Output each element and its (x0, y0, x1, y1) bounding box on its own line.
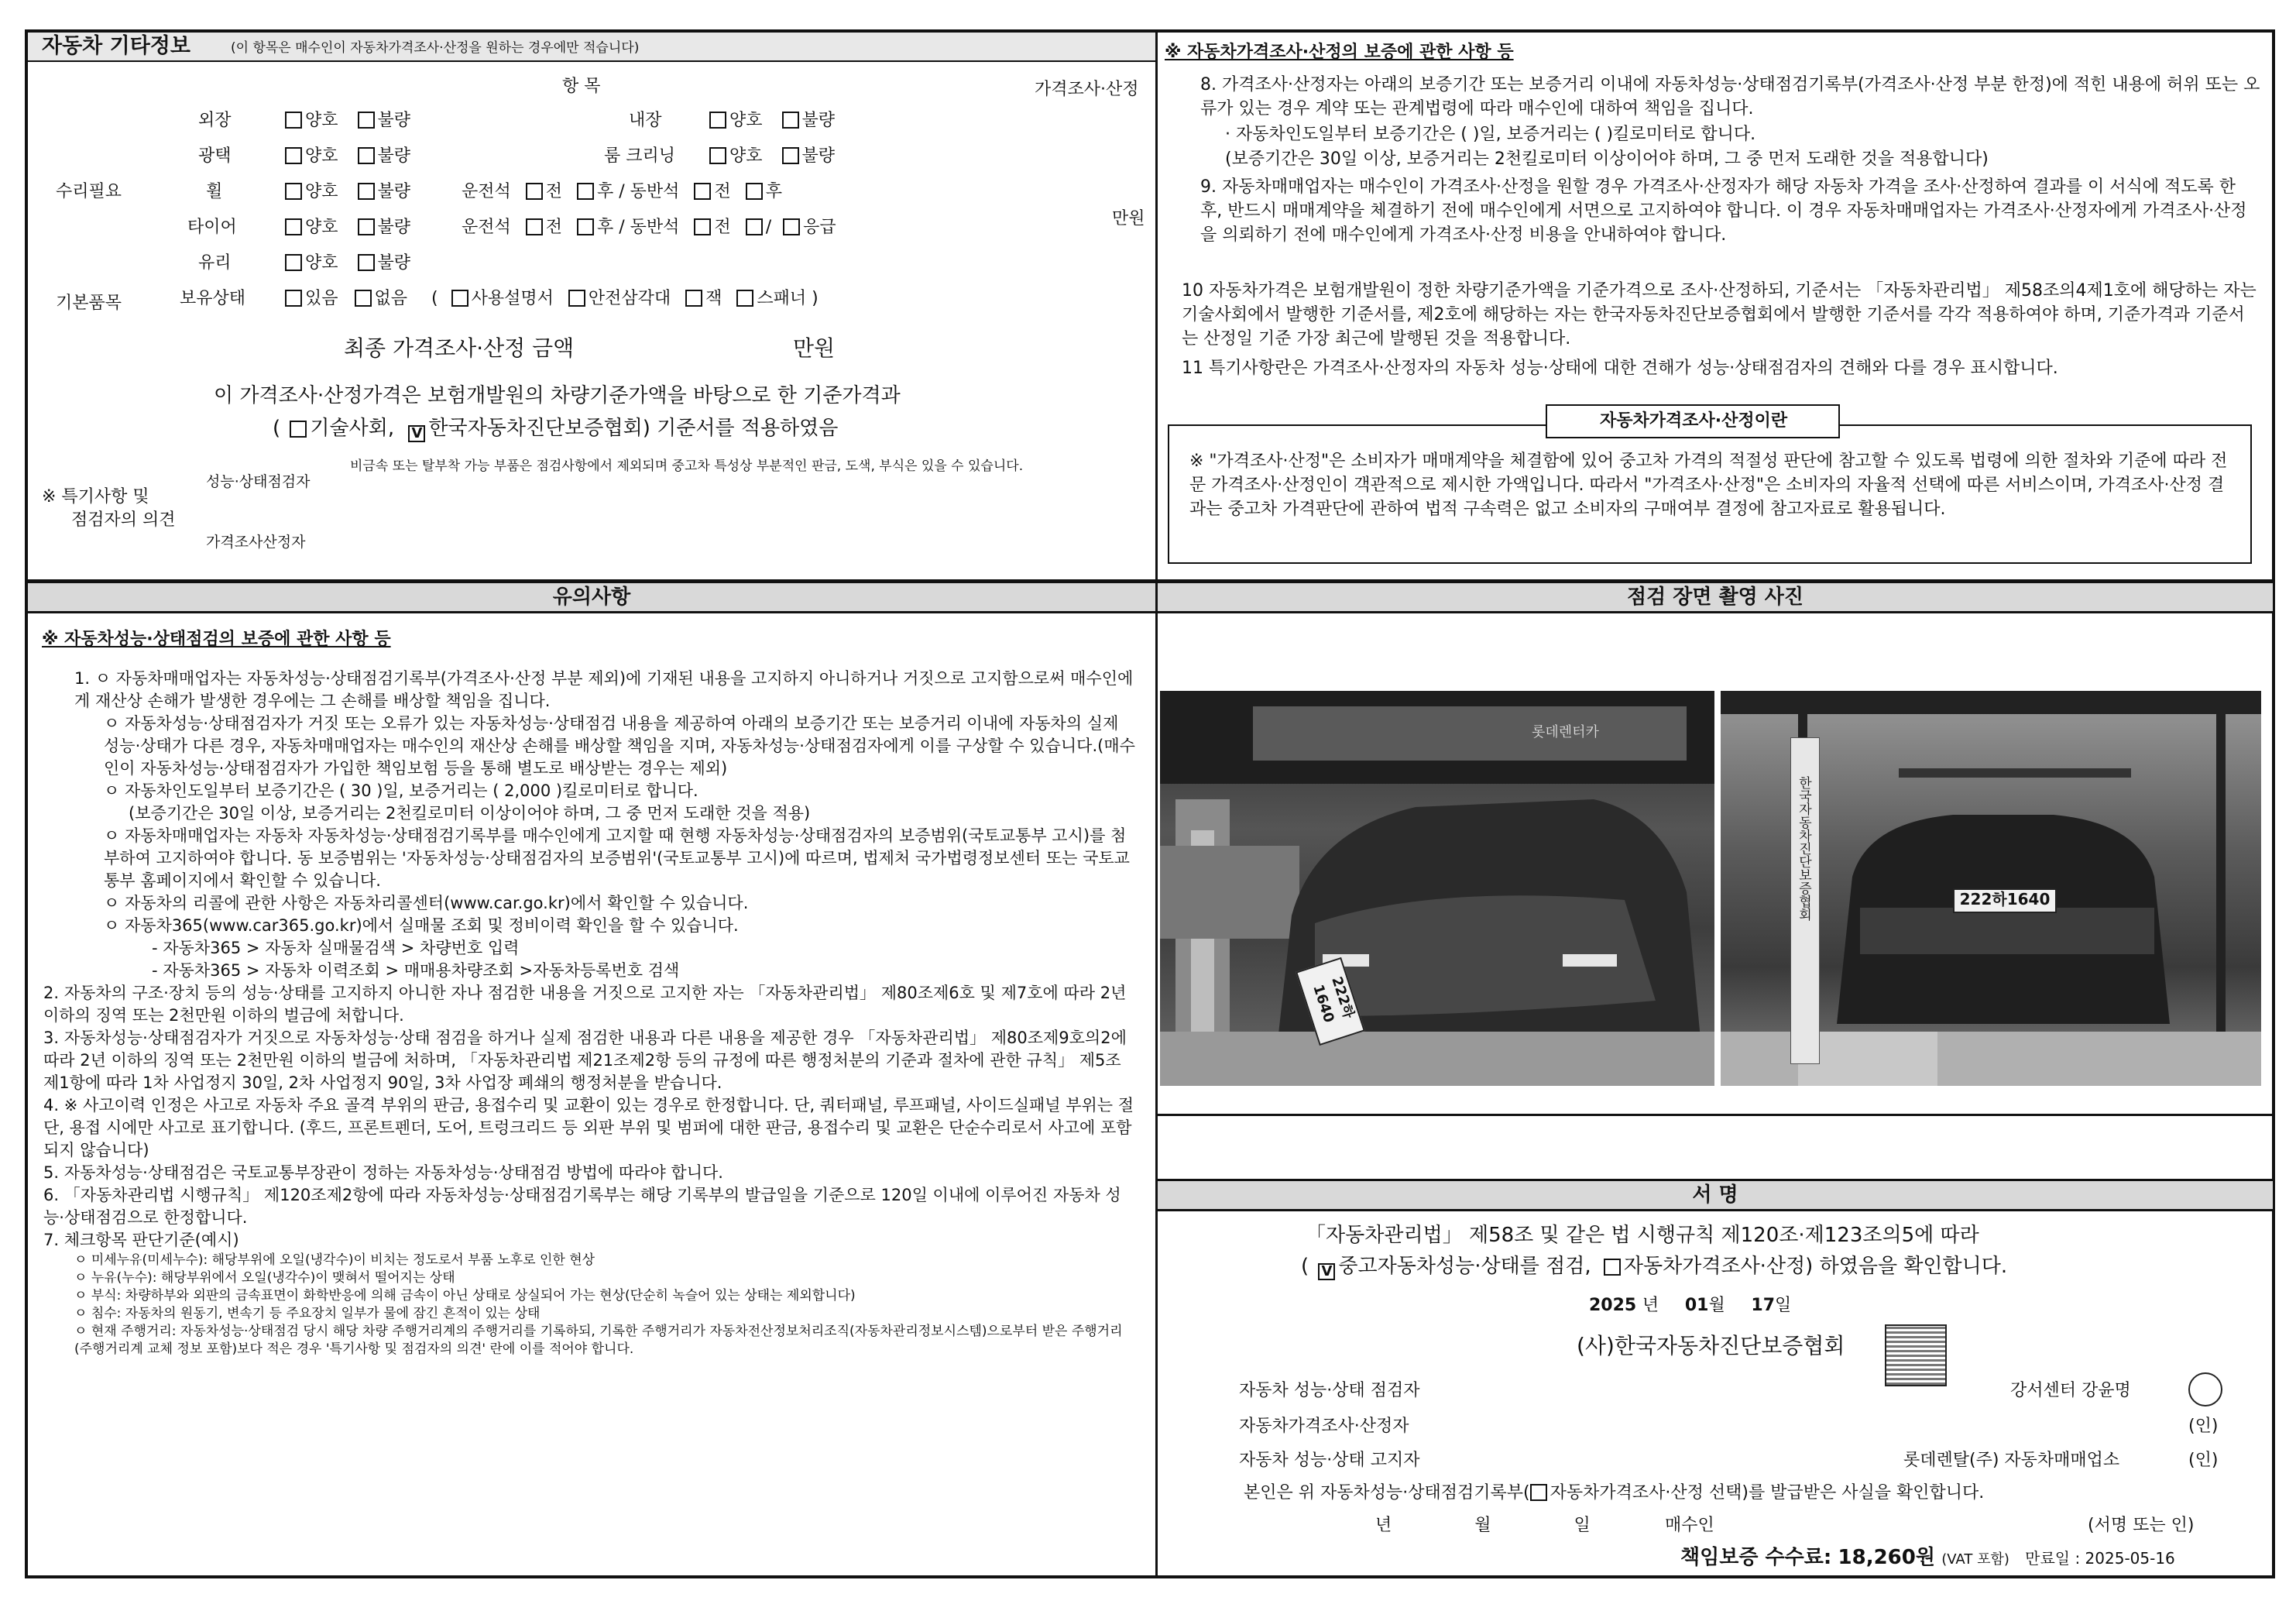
photo-bottom-frame (1158, 1114, 2273, 1116)
association-seal (1885, 1324, 1947, 1386)
fee-line: 책임보증 수수료: 18,260원 (VAT 포함) 만료일 : 2025-05-16 (1680, 1546, 2175, 1569)
note-1a: 1. ㅇ 자동차매매업자는 자동차성능·상태점검기록부(가격조사·산정 부분 제외)에 기재된 내용을 고지하지 아니하거나 거짓으로 고지함으로써 매수인에게 재산상 손해가 발생한 경우에는 그 손해를 배상할 책임을 집니다. (74, 669, 1134, 710)
notes-list (43, 668, 1135, 1358)
wheel-bad-checkbox[interactable] (358, 183, 375, 200)
tire-good-checkbox[interactable] (285, 218, 302, 235)
price-guarantee-heading: ※ 자동차가격조사·산정의 보증에 관한 사항 등 (1165, 43, 1514, 62)
note-1c: ㅇ 자동차인도일부터 보증기간은 ( 30 )일, 보증거리는 ( 2,000 )킬로미터로 합니다. (104, 781, 698, 800)
wheel-good-checkbox[interactable] (285, 183, 302, 200)
notifier-seal: (인) (2188, 1451, 2219, 1470)
standard-kadc-checkbox[interactable]: V (408, 425, 425, 442)
tire-positions: 운전석 전 후 / 동반석 전 / 응급 (462, 218, 836, 237)
signature-bar: 서 명 (1158, 1179, 2273, 1211)
note-5: 5. 자동차성능·상태점검은 국토교통부장관이 정하는 자동차성능·상태점검 방법에 따라야 합니다. (43, 1163, 723, 1182)
definition-text: ※ "가격조사·산정"은 소비자가 매매계약을 체결함에 있어 중고차 가격의 적절성 판단에 참고할 수 있도록 법령에 의한 절차와 기준에 따라 전문 가격조사·산정인이 객관적으로 제시한 가액입니다. 따라서 "가격조사·산정"은 소비자의 자율적 선택에 따른 서비스이며, 가격조사·산정 결과는 중고차 가격판단에 관하여 법적 구속력은 없고 소비자의 구매여부 결정에 참고자료로 활용됩니다. (1189, 452, 2228, 519)
item-8-sub2: (보증기간은 30일 이상, 보증거리는 2천킬로미터 이상이어야 하며, 그 중 먼저 도래한 것을 적용합니다) (1225, 149, 1989, 169)
used-car-check-checkbox[interactable]: V (1318, 1263, 1335, 1280)
exterior-options: 양호 불량 (285, 110, 410, 132)
final-price-unit: 만원 (793, 335, 836, 361)
glass-options: 양호 불량 (285, 252, 410, 274)
buyer-sign: (서명 또는 인) (2088, 1516, 2195, 1535)
special-label-2: 점검자의 의견 (71, 510, 176, 530)
special-label-1: ※ 특기사항 및 (42, 487, 149, 507)
note-7: 7. 체크항목 판단기준(예시) (43, 1231, 239, 1249)
front-store-sign: 롯데렌터카 (1532, 724, 1599, 740)
room-cleaning-options: 양호 불량 (709, 146, 835, 167)
wheel-passenger-rear-checkbox[interactable] (746, 183, 763, 200)
note-1b: ㅇ 자동차성능·상태점검자가 거짓 또는 오류가 있는 자동차성능·상태점검 내용을 제공하여 아래의 보증기간 또는 보증거리 이내에 자동차의 실제 성능·상태가 다른 경우, 자동차매매업자는 매수인의 재산상 손해를 배상할 책임을 지며, 자동차성능·상태점검자에게 이를 구상할 수 있습니다.(매수인이 자동차성능·상태점검자가 가입한 책임보험 등을 통해 별도로 배상받는 경우는 제외) (104, 714, 1135, 778)
manual-checkbox[interactable] (451, 290, 468, 307)
final-price-label: 최종 가격조사·산정 금액 (344, 335, 575, 361)
rear-license-plate: 222하1640 (1953, 888, 2057, 913)
interior-bad-checkbox[interactable] (782, 112, 799, 129)
inspector-label: 자동차 성능·상태 점검자 (1239, 1381, 1420, 1400)
jack-checkbox[interactable] (685, 290, 702, 307)
tire-driver-rear-checkbox[interactable] (577, 218, 594, 235)
front-license-plate: 222하1640 (1296, 957, 1365, 1046)
note-1f1: - 자동차365 > 자동차 실매물검색 > 차량번호 입력 (152, 939, 520, 957)
wheel-options: 양호 불량 (285, 181, 410, 203)
issue-date: 2025 년 01월 17일 (1589, 1296, 1792, 1315)
column-price: 가격조사·산정 (1035, 80, 1139, 99)
tire-driver-front-checkbox[interactable] (526, 218, 543, 235)
rear-inspection-photo (1721, 691, 2261, 1086)
note-6: 6. 「자동차관리법 시행규칙」 제120조제2항에 따라 자동차성능·상태점검기록부는 해당 기록부의 발급일을 기준으로 120일 이내에 이루어진 자동차 성능·상태점검으로 한정합니다. (43, 1186, 1121, 1227)
front-photo-drawing (1160, 691, 1714, 1086)
item-10: 10 자동차가격은 보험개발원이 정한 차량기준가액을 기준가격으로 조사·산정하되, 기준서는 「자동차관리법」 제58조의4제1호에 해당하는 자는 기술사회에서 발행한 기준서를, 제2호에 해당하는 자는 한국자동차진단보증협회에서 발행한 기준서를 각각 적용하여야 하며, 기준가격과 기준서는 산정일 기준 가장 최근에 발행된 것을 적용합니다. (1182, 281, 2257, 349)
interior-options: 양호 불량 (709, 110, 835, 132)
wheel-driver-rear-checkbox[interactable] (577, 183, 594, 200)
exterior-good-checkbox[interactable] (285, 112, 302, 129)
note-7b: ㅇ 누유(누수): 해당부위에서 오일(냉각수)이 맺혀서 떨어지는 상태 (74, 1270, 455, 1286)
owned-yes-checkbox[interactable] (285, 290, 302, 307)
spanner-checkbox[interactable] (736, 290, 753, 307)
item-9: 9. 자동차매매업자는 매수인이 가격조사·산정을 원할 경우 가격조사·산정자가 해당 자동차 가격을 조사·산정하여 결과를 이 서식에 적도록 한 후, 반드시 매매계약을 체결하기 전에 매수인에게 서면으로 고지하여야 합니다. 이 경우 자동차매매업자는 가격조사·산정자에게 가격조사·산정을 의뢰하기 전에 매수인에게 가격조사·산정 비용을 안내하여야 합니다. (1200, 177, 2247, 245)
note-7d: ㅇ 침수: 자동차의 원동기, 변속기 등 주요장치 일부가 물에 잠긴 흔적이 있는 상태 (74, 1306, 541, 1321)
price-unit: 만원 (1112, 209, 1145, 228)
note-7e: ㅇ 현재 주행거리: 자동차성능·상태점검 당시 해당 차량 주행거리계의 주행거리를 기록하되, 기록한 주행거리가 자동차전산정보처리조직(자동차관리정보시스템)으로부터 받은 주행거리(주행거리계 교체 정보 포함)보다 적은 경우 '특기사항 및 점검자의 의견' 란에 이를 적어야 합니다. (74, 1324, 1123, 1357)
interior-good-checkbox[interactable] (709, 112, 726, 129)
note-1f: ㅇ 자동차365(www.car365.go.kr)에서 실매물 조회 및 정비이력 확인을 할 수 있습니다. (104, 916, 739, 935)
note-1c2: (보증기간은 30일 이상, 보증거리는 2천킬로미터 이상이어야 하며, 그 중 먼저 도래한 것을 적용) (129, 804, 811, 823)
other-info-title: 자동차 기타정보 (42, 34, 190, 58)
wheel-positions: 운전석 전 후 / 동반석 전 후 (462, 182, 782, 201)
note-7a: ㅇ 미세누유(미세누수): 해당부위에 오일(냉각수)이 비치는 정도로서 부품 노후로 인한 현상 (74, 1252, 595, 1268)
room-cleaning-good-checkbox[interactable] (709, 147, 726, 164)
repair-label: 수리필요 (56, 182, 122, 201)
note-1e: ㅇ 자동차의 리콜에 관한 사항은 자동차리콜센터(www.car.go.kr)에서 확인할 수 있습니다. (104, 894, 749, 912)
photos-bar: 점검 장면 촬영 사진 (1158, 581, 2273, 613)
gloss-bad-checkbox[interactable] (358, 147, 375, 164)
note-2: 2. 자동차의 구조·장치 등의 성능·상태를 고지하지 아니한 자나 점검한 내용을 거짓으로 고지한 자는 「자동차관리법」 제80조제6호 및 제7호에 따라 2년 이하의 징역 또는 2천만원 이하의 벌금에 처합니다. (43, 984, 1127, 1025)
tire-options: 양호 불량 (285, 217, 410, 239)
item-11: 11 특기사항란은 가격조사·산정자의 자동차 성능·상태에 대한 견해가 성능·상태점검자의 견해와 다를 경우 표시합니다. (1182, 359, 2058, 378)
check-line: ( V 중고자동차성능·상태를 점검, 자동차가격조사·산정) 하였음을 확인합니다. (1301, 1255, 2008, 1279)
owned-no-checkbox[interactable] (355, 290, 372, 307)
glass-good-checkbox[interactable] (285, 254, 302, 271)
owned-options: 있음 없음 ( 사용설명서 안전삼각대 잭 스패너 ) (285, 288, 819, 310)
tire-passenger-front-checkbox[interactable] (694, 218, 711, 235)
center-divider (1155, 33, 1158, 1577)
association-name: (사)한국자동차진단보증협회 (1577, 1333, 1845, 1358)
appraiser-label: 자동차가격조사·산정자 (1239, 1417, 1409, 1436)
notes-heading: ※ 자동차성능·상태점검의 보증에 관한 사항 등 (42, 630, 391, 649)
special-appraiser-label: 가격조사산정자 (206, 534, 306, 551)
other-info-title-note: (이 항목은 매수인이 자동차가격조사·산정을 원하는 경우에만 적습니다) (231, 40, 640, 56)
inspector-stamp (2188, 1372, 2222, 1407)
gloss-good-checkbox[interactable] (285, 147, 302, 164)
gloss-options: 양호 불량 (285, 146, 410, 167)
wheel-driver-front-checkbox[interactable] (526, 183, 543, 200)
law-line: 「자동차관리법」 제58조 및 같은 법 시행규칙 제120조·제123조의5에 따라 (1306, 1224, 1979, 1247)
note-1d: ㅇ 자동차매매업자는 자동차 자동차성능·상태점검기록부를 매수인에게 고지할 때 현행 자동차성능·상태점검자의 보증범위(국토교통부 고시)를 첨부하여 고지하여야 합니다. 동 보증범위는 '자동차성능·상태점검자의 보증범위'(국토교통부 고시)에 따르며, 법제처 국가법령정보센터 또는 국토교통부 홈페이지에서 확인할 수 있습니다. (104, 826, 1130, 890)
pole-text: 한국자동차진단보증협회 (1796, 776, 1811, 921)
notifier-value: 롯데렌탈(주) 자동차매매업소 (1903, 1451, 2120, 1470)
item-8: 8. 가격조사·산정자는 아래의 보증기간 또는 보증거리 이내에 자동차성능·상태점검기록부(가격조사·산정 부분 한정)에 적힌 내용에 허위 또는 오류가 있는 경우 계약 또는 관계법령에 따라 매수인에 대하여 책임을 집니다. (1200, 75, 2260, 118)
row-room-cleaning: 룸 크리닝 (604, 146, 676, 166)
basis-line-1: 이 가격조사·산정가격은 보험개발원의 차량기준가액을 바탕으로 한 기준가격과 (214, 384, 901, 407)
note-7c: ㅇ 부식: 차량하부와 외판의 금속표면이 화학반응에 의해 금속이 아닌 상태로 상실되어 가는 현상(단순히 녹슬어 있는 상태는 제외합니다) (74, 1288, 856, 1303)
exterior-bad-checkbox[interactable] (358, 112, 375, 129)
inspector-value: 강서센터 강윤명 (2010, 1381, 2131, 1400)
buyer-date-line: 년 월 일 (1375, 1516, 1591, 1535)
buyer-price-checkbox[interactable] (1530, 1484, 1547, 1501)
notifier-label: 자동차 성능·상태 고지자 (1239, 1451, 1420, 1470)
item-8-sub1: · 자동차인도일부터 보증기간은 ( )일, 보증거리는 ( )킬로미터로 합니다. (1225, 125, 1756, 144)
glass-bad-checkbox[interactable] (358, 254, 375, 271)
price-check-checkbox[interactable] (1604, 1259, 1621, 1276)
tire-emergency-checkbox[interactable] (783, 218, 800, 235)
note-1f2: - 자동차365 > 자동차 이력조회 > 매매용차량조회 >자동차등록번호 검색 (152, 961, 680, 980)
row-exterior: 외장 (198, 111, 232, 130)
note-3: 3. 자동차성능·상태점검자가 거짓으로 자동차성능·상태 점검을 하거나 실제 점검한 내용과 다른 내용을 제공한 경우 「자동차관리법」 제80조제9호의2에 따라 2년 이하의 징역 또는 2천만원 이하의 벌금에 처하며, 「자동차관리법 제21조제2항 등의 규정에 따른 행정처분의 기준과 절차에 관한 규칙」 제5조제1항에 따라 1차 사업정지 30일, 2차 사업정지 90일, 3차 사업장 폐쇄의 행정처분을 받습니다. (43, 1029, 1127, 1092)
wheel-passenger-front-checkbox[interactable] (694, 183, 711, 200)
row-owned: 보유상태 (180, 289, 246, 308)
room-cleaning-bad-checkbox[interactable] (782, 147, 799, 164)
appraiser-seal: (인) (2188, 1417, 2219, 1436)
standard-tech-checkbox[interactable] (290, 421, 307, 438)
note-4: 4. ※ 사고이력 인정은 사고로 자동차 주요 골격 부위의 판금, 용접수리 및 교환이 있는 경우로 한정합니다. 단, 쿼터패널, 루프패널, 사이드실패널 부위는 절단, 용접 시에만 사고로 표기합니다. (후드, 프론트펜더, 도어, 트렁크리드 등 외판 부위 및 범퍼에 대한 판금, 용접수리 및 교환은 단순수리로서 사고에 포함되지 않습니다) (43, 1096, 1134, 1159)
row-wheel: 휠 (206, 182, 223, 201)
basis-line-2: ( 기술사회, V 한국자동차진단보증협회) 기준서를 적용하였음 (273, 417, 839, 441)
notes-bar: 유의사항 (28, 581, 1155, 613)
row-glass: 유리 (198, 253, 232, 273)
special-note: 비금속 또는 탈부착 가능 부품은 점검사항에서 제외되며 중고차 특성상 부분적인 판금, 도색, 부식은 있을 수 있습니다. (350, 459, 1024, 474)
front-inspection-photo (1160, 691, 1714, 1086)
triangle-checkbox[interactable] (568, 290, 585, 307)
tire-passenger-rear-checkbox[interactable] (746, 218, 763, 235)
row-interior: 내장 (629, 111, 662, 130)
definition-title: 자동차가격조사·산정이란 (1600, 411, 1788, 431)
column-item: 항 목 (562, 77, 601, 96)
inspection-record-sheet (25, 29, 2275, 1578)
special-inspector-label: 성능·상태점검자 (206, 473, 311, 490)
buyer-label: 매수인 (1665, 1516, 1714, 1535)
buyer-confirm-line: 본인은 위 자동차성능·상태점검기록부( 자동차가격조사·산정 선택)를 발급받은 사실을 확인합니다. (1244, 1483, 1985, 1503)
tire-bad-checkbox[interactable] (358, 218, 375, 235)
basic-items-label: 기본품목 (56, 294, 122, 313)
row-tire: 타이어 (187, 218, 237, 237)
row-gloss: 광택 (198, 146, 232, 166)
